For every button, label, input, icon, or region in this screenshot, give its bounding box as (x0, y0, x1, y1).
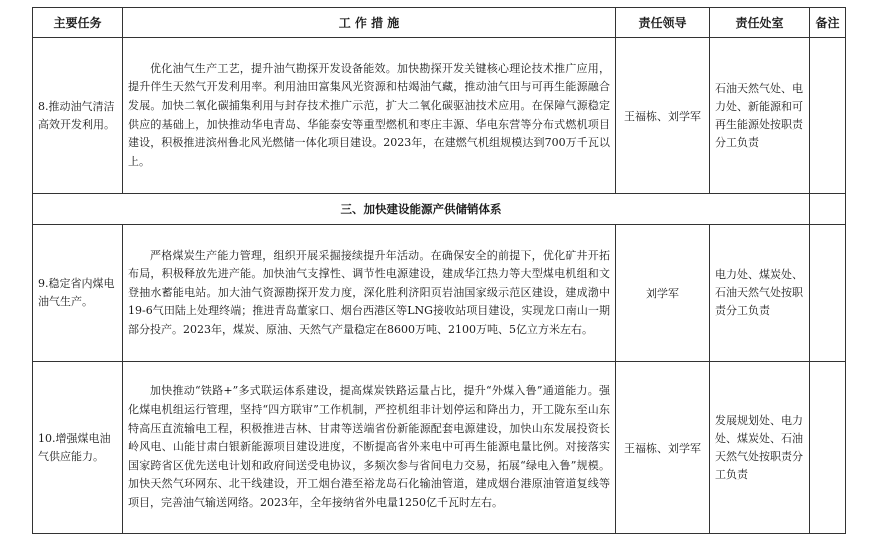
header-measures: 工 作 措 施 (123, 8, 616, 38)
table-row (33, 362, 846, 534)
header-leader: 责任领导 (616, 8, 710, 38)
leader-cell: 刘学军 (616, 225, 710, 362)
header-row (33, 8, 846, 38)
measure-cell: 优化油气生产工艺，提升油气勘探开发设备能效。加快勘探开发关键核心理论技术推广应用，提升伴生天然气开发利用率。利用油田富集风光资源和枯竭油气藏，推动油气田与可再生能源融合发展。加快二氧化碳捕集利用与封存技术推广示范，扩大二氧化碳驱油技术应用。在保障气源稳定供应的基础上，加快推动华电青岛、华能泰安等重型燃机和枣庄丰源、华电东营等分布式燃机项目建设，积极推进滨州鲁北风光燃储一体化项目建设。2023年，在建燃气机组规模达到700万千瓦以上。 (123, 38, 616, 194)
leader-cell: 王福栋、刘学军 (616, 38, 710, 194)
table-row (33, 38, 846, 194)
header-dept: 责任处室 (710, 8, 810, 38)
dept-cell: 电力处、煤炭处、石油天然气处按职责分工负责 (710, 225, 810, 362)
leader-cell: 王福栋、刘学军 (616, 362, 710, 534)
header-note: 备注 (810, 8, 846, 38)
dept-cell: 石油天然气处、电力处、新能源和可再生能源处按职责分工负责 (710, 38, 810, 194)
section-row (33, 194, 846, 225)
task-cell: 9.稳定省内煤电油气生产。 (33, 225, 123, 362)
table-row (33, 225, 846, 362)
work-measures-table (32, 7, 846, 534)
measure-cell: 严格煤炭生产能力管理，组织开展采掘接续提升年活动。在确保安全的前提下，优化矿井开拓布局，积极释放先进产能。加快油气支撑性、调节性电源建设，建成华江热力等大型煤电机组和文登抽水蓄能电站。加大油气资源勘探开发力度，深化胜利济阳页岩油国家级示范区建设，建成渤中19-6气田陆上处理终端；推进青岛董家口、烟台西港区等LNG接收站项目建设，实现龙口南山一期部分投产。2023年，煤炭、原油、天然气产量稳定在8600万吨、2100万吨、5亿立方米左右。 (123, 225, 616, 362)
dept-cell: 发展规划处、电力处、煤炭处、石油天然气处按职责分工负责 (710, 362, 810, 534)
header-task: 主要任务 (33, 8, 123, 38)
note-cell (810, 38, 846, 194)
section-note-cell (810, 194, 846, 225)
task-cell: 10.增强煤电油气供应能力。 (33, 362, 123, 534)
note-cell (810, 225, 846, 362)
note-cell (810, 362, 846, 534)
task-cell: 8.推动油气清洁高效开发利用。 (33, 38, 123, 194)
measure-cell: 加快推动“铁路+”多式联运体系建设，提高煤炭铁路运量占比，提升“外煤入鲁”通道能力。强化煤电机组运行管理，坚持“四方联审”工作机制，严控机组非计划停运和降出力，开工陇东至山东特高压直流输电工程，积极推进吉林、甘肃等送端省份新能源配套电源建设，加快山东发展投资长岭风电、山能甘肃白银新能源项目建设进度，不断提高省外来电中可再生能源电量比例。对接落实国家跨省区优先送电计划和政府间送受电协议，多频次参与省间电力交易，拓展“绿电入鲁”规模。加快天然气环网东、北干线建设，开工烟台港至裕龙岛石化输油管道，建成烟台港原油管道复线等项目，完善油气输送网络。2023年，全年接纳省外电量1250亿千瓦时左右。 (123, 362, 616, 534)
section-title: 三、加快建设能源产供储销体系 (33, 194, 810, 225)
